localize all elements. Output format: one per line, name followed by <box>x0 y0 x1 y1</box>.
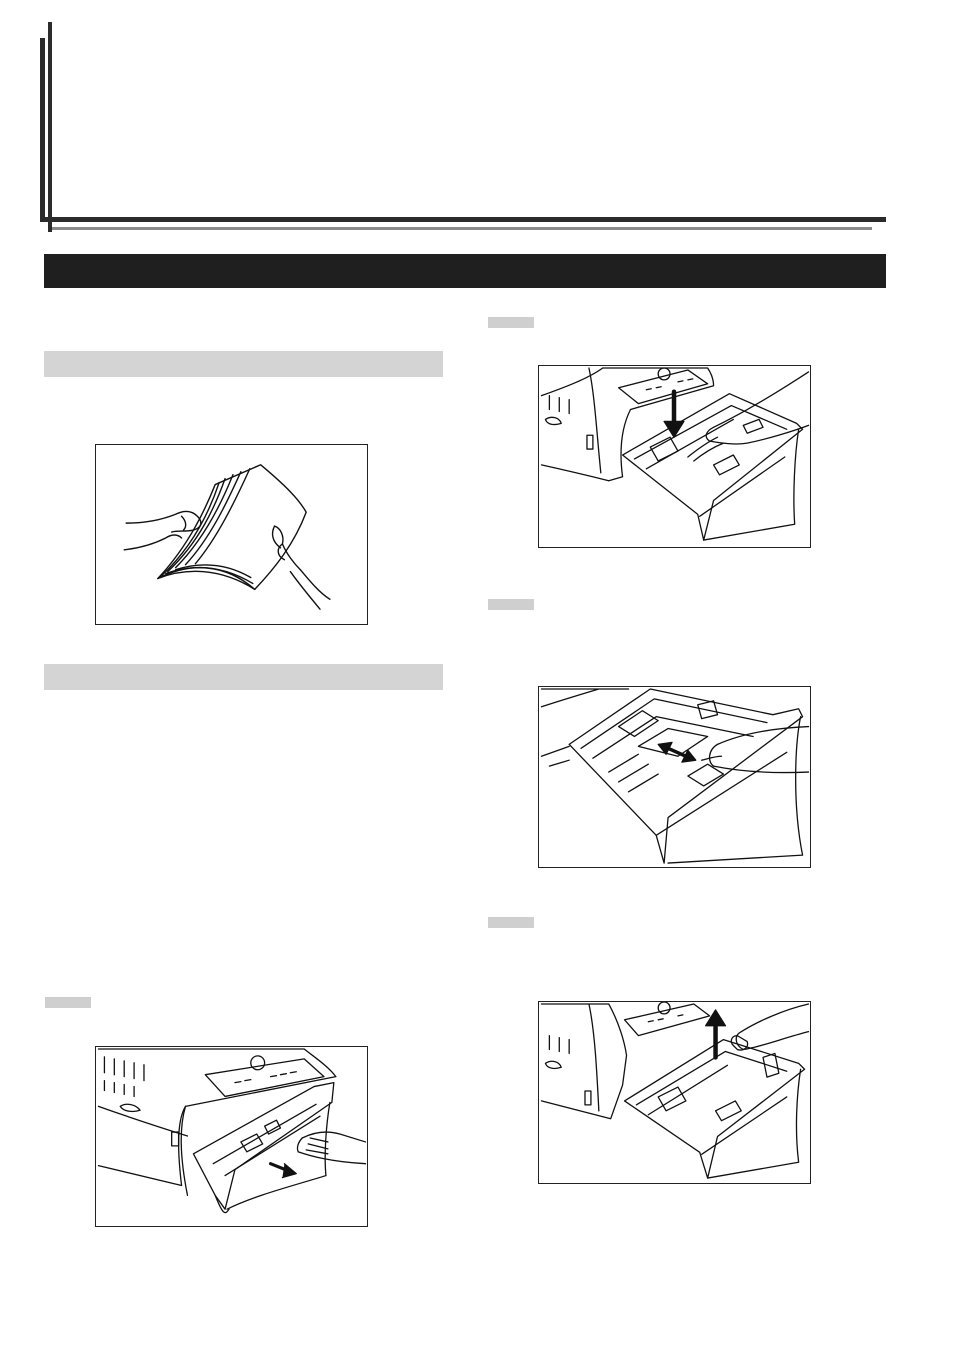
step-tab-press-plate <box>488 317 534 328</box>
step-tab-length-guide <box>488 917 534 928</box>
chapter-bar-inner <box>48 22 52 232</box>
section-header-bar <box>44 254 886 288</box>
step-tab-pull-cassette <box>45 997 91 1008</box>
press-plate-down-illustration <box>538 365 811 548</box>
chapter-bar-outer <box>40 38 45 222</box>
fanning-paper-illustration <box>95 444 368 625</box>
remove-length-guide-illustration <box>538 1001 811 1184</box>
pull-out-cassette-illustration <box>95 1046 368 1227</box>
sub-header-loading <box>44 664 443 690</box>
chapter-rule <box>40 217 886 222</box>
chapter-rule-secondary <box>52 227 872 230</box>
sub-header-fanning <box>44 351 443 377</box>
step-tab-width-guides <box>488 599 534 610</box>
adjust-width-guides-illustration <box>538 686 811 868</box>
